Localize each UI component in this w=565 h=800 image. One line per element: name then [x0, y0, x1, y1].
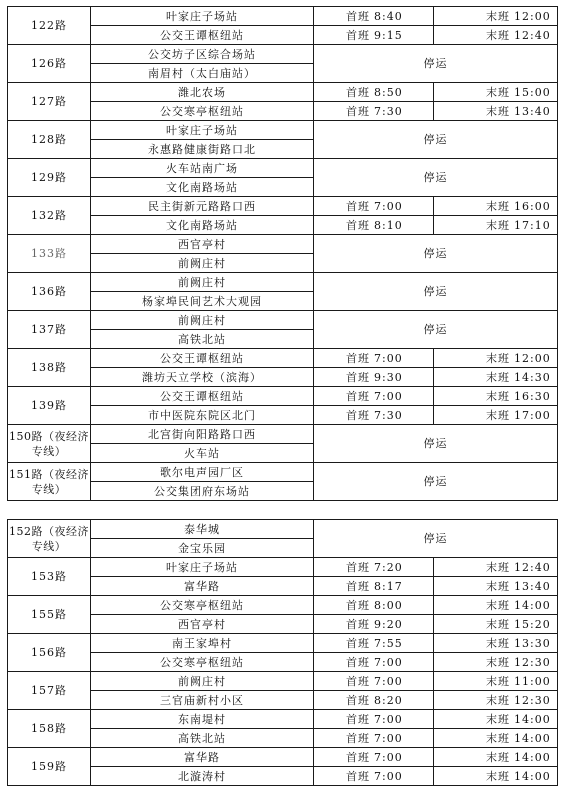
last-bus-value: 17:10	[514, 218, 551, 232]
table-row	[8, 463, 558, 482]
last-bus-time	[434, 197, 558, 216]
last-bus-time	[434, 672, 558, 691]
stop-name: 文化南路场站	[91, 178, 314, 197]
route-number: 133路	[8, 235, 91, 273]
last-bus-label: 末班	[486, 28, 510, 42]
table-row	[8, 634, 558, 653]
last-bus-label: 末班	[486, 370, 510, 384]
service-status: 停运	[314, 235, 558, 273]
table-row	[8, 710, 558, 729]
last-bus-label: 末班	[486, 750, 510, 764]
first-bus-label: 首班	[346, 199, 370, 213]
last-bus-label: 末班	[486, 598, 510, 612]
stop-name: 富华路	[91, 577, 314, 596]
first-bus-value: 8:50	[374, 85, 403, 99]
first-bus-value: 7:30	[374, 408, 403, 422]
first-bus-value: 7:00	[374, 750, 403, 764]
route-number: 159路	[8, 748, 91, 786]
table-row	[8, 159, 558, 178]
last-bus-time	[434, 767, 558, 786]
first-bus-label: 首班	[346, 28, 370, 42]
first-bus-value: 9:30	[374, 370, 403, 384]
last-bus-time	[434, 387, 558, 406]
stop-name: 叶家庄子场站	[91, 121, 314, 140]
stop-name: 文化南路场站	[91, 216, 314, 235]
stop-name: 公交集团府东场站	[91, 482, 314, 501]
stop-name: 三官庙新村小区	[91, 691, 314, 710]
stop-name: 北漩涛村	[91, 767, 314, 786]
table-row	[8, 83, 558, 102]
last-bus-value: 11:00	[514, 674, 551, 688]
first-bus-value: 8:10	[374, 218, 403, 232]
route-number: 127路	[8, 83, 91, 121]
last-bus-value: 15:00	[514, 85, 551, 99]
first-bus-value: 8:20	[374, 693, 403, 707]
stop-name: 潍北农场	[91, 83, 314, 102]
stop-name: 前阙庄村	[91, 273, 314, 292]
table-row	[8, 653, 558, 672]
stop-name: 公交王谭枢纽站	[91, 387, 314, 406]
first-bus-value: 8:00	[374, 598, 403, 612]
last-bus-value: 14:00	[514, 750, 551, 764]
first-bus-label: 首班	[346, 674, 370, 688]
table-row	[8, 748, 558, 767]
table-row	[8, 45, 558, 64]
last-bus-value: 12:00	[514, 351, 551, 365]
last-bus-time	[434, 748, 558, 767]
last-bus-time	[434, 729, 558, 748]
last-bus-value: 12:00	[514, 9, 551, 23]
last-bus-time	[434, 26, 558, 45]
first-bus-time	[314, 634, 434, 653]
table-row	[8, 216, 558, 235]
stop-name: 火车站	[91, 444, 314, 463]
route-number: 122路	[8, 7, 91, 45]
last-bus-label: 末班	[486, 218, 510, 232]
first-bus-time	[314, 748, 434, 767]
service-status: 停运	[314, 425, 558, 463]
stop-name: 西官亭村	[91, 235, 314, 254]
last-bus-time	[434, 83, 558, 102]
route-number: 132路	[8, 197, 91, 235]
first-bus-time	[314, 368, 434, 387]
last-bus-label: 末班	[486, 617, 510, 631]
table-row	[8, 121, 558, 140]
route-number: 155路	[8, 596, 91, 634]
last-bus-label: 末班	[486, 408, 510, 422]
last-bus-time	[434, 406, 558, 425]
first-bus-value: 7:30	[374, 104, 403, 118]
last-bus-time	[434, 349, 558, 368]
last-bus-value: 17:00	[514, 408, 551, 422]
last-bus-time	[434, 558, 558, 577]
table-row	[8, 7, 558, 26]
table-row	[8, 368, 558, 387]
stop-name: 北宫街向阳路路口西	[91, 425, 314, 444]
last-bus-value: 14:00	[514, 712, 551, 726]
last-bus-label: 末班	[486, 655, 510, 669]
last-bus-label: 末班	[486, 693, 510, 707]
bus-schedule-table-1	[7, 6, 558, 501]
last-bus-time	[434, 216, 558, 235]
first-bus-value: 7:00	[374, 351, 403, 365]
last-bus-label: 末班	[486, 9, 510, 23]
stop-name: 公交坊子区综合场站	[91, 45, 314, 64]
first-bus-value: 7:00	[374, 199, 403, 213]
table-row	[8, 425, 558, 444]
first-bus-label: 首班	[346, 579, 370, 593]
first-bus-time	[314, 672, 434, 691]
last-bus-label: 末班	[486, 560, 510, 574]
first-bus-label: 首班	[346, 617, 370, 631]
last-bus-label: 末班	[486, 579, 510, 593]
first-bus-time	[314, 406, 434, 425]
first-bus-label: 首班	[346, 731, 370, 745]
last-bus-label: 末班	[486, 351, 510, 365]
first-bus-time	[314, 83, 434, 102]
bus-schedule-table-2	[7, 519, 558, 786]
last-bus-value: 13:40	[514, 104, 551, 118]
stop-name: 东南堤村	[91, 710, 314, 729]
stop-name: 民主街新元路路口西	[91, 197, 314, 216]
first-bus-label: 首班	[346, 389, 370, 403]
first-bus-value: 7:20	[374, 560, 403, 574]
stop-name: 市中医院东院区北门	[91, 406, 314, 425]
table-row	[8, 273, 558, 292]
route-number: 156路	[8, 634, 91, 672]
stop-name: 南眉村（太白庙站）	[91, 64, 314, 83]
first-bus-time	[314, 577, 434, 596]
table-row	[8, 406, 558, 425]
stop-name: 叶家庄子场站	[91, 558, 314, 577]
first-bus-value: 8:40	[374, 9, 403, 23]
first-bus-value: 7:00	[374, 731, 403, 745]
table-row	[8, 691, 558, 710]
table-row	[8, 767, 558, 786]
stop-name: 永惠路健康街路口北	[91, 140, 314, 159]
stop-name: 南王家埠村	[91, 634, 314, 653]
route-number: 158路	[8, 710, 91, 748]
last-bus-value: 14:30	[514, 370, 551, 384]
last-bus-value: 12:30	[514, 655, 551, 669]
first-bus-value: 7:00	[374, 674, 403, 688]
stop-name: 杨家埠民间艺术大观园	[91, 292, 314, 311]
first-bus-time	[314, 216, 434, 235]
first-bus-value: 9:20	[374, 617, 403, 631]
table-row	[8, 596, 558, 615]
last-bus-time	[434, 653, 558, 672]
service-status: 停运	[314, 159, 558, 197]
stop-name: 泰华城	[91, 520, 314, 539]
first-bus-label: 首班	[346, 104, 370, 118]
table-row	[8, 311, 558, 330]
route-number: 157路	[8, 672, 91, 710]
first-bus-time	[314, 596, 434, 615]
last-bus-label: 末班	[486, 674, 510, 688]
first-bus-time	[314, 349, 434, 368]
last-bus-time	[434, 691, 558, 710]
first-bus-value: 8:17	[374, 579, 403, 593]
service-status: 停运	[314, 520, 558, 558]
stop-name: 公交寒亭枢纽站	[91, 596, 314, 615]
stop-name: 前阙庄村	[91, 672, 314, 691]
stop-name: 高铁北站	[91, 729, 314, 748]
last-bus-value: 14:00	[514, 769, 551, 783]
stop-name: 富华路	[91, 748, 314, 767]
last-bus-label: 末班	[486, 85, 510, 99]
last-bus-value: 15:20	[514, 617, 551, 631]
last-bus-time	[434, 7, 558, 26]
table-row	[8, 672, 558, 691]
last-bus-label: 末班	[486, 199, 510, 213]
last-bus-label: 末班	[486, 636, 510, 650]
first-bus-label: 首班	[346, 85, 370, 99]
stop-name: 西官亭村	[91, 615, 314, 634]
first-bus-time	[314, 7, 434, 26]
table-row	[8, 577, 558, 596]
stop-name: 前阙庄村	[91, 311, 314, 330]
last-bus-value: 14:00	[514, 598, 551, 612]
first-bus-value: 7:55	[374, 636, 403, 650]
stop-name: 叶家庄子场站	[91, 7, 314, 26]
last-bus-label: 末班	[486, 712, 510, 726]
table-row	[8, 102, 558, 121]
stop-name: 前阙庄村	[91, 254, 314, 273]
stop-name: 金宝乐园	[91, 539, 314, 558]
first-bus-label: 首班	[346, 351, 370, 365]
first-bus-label: 首班	[346, 750, 370, 764]
route-number: 150路（夜经济专线）	[8, 425, 91, 463]
last-bus-value: 16:30	[514, 389, 551, 403]
first-bus-label: 首班	[346, 560, 370, 574]
last-bus-time	[434, 577, 558, 596]
stop-name: 歌尔电声园厂区	[91, 463, 314, 482]
first-bus-label: 首班	[346, 408, 370, 422]
route-number: 128路	[8, 121, 91, 159]
last-bus-value: 13:30	[514, 636, 551, 650]
last-bus-label: 末班	[486, 104, 510, 118]
table-row	[8, 349, 558, 368]
table-row	[8, 387, 558, 406]
last-bus-time	[434, 596, 558, 615]
first-bus-time	[314, 767, 434, 786]
route-number: 153路	[8, 558, 91, 596]
last-bus-time	[434, 634, 558, 653]
stop-name: 公交寒亭枢纽站	[91, 102, 314, 121]
first-bus-time	[314, 197, 434, 216]
first-bus-label: 首班	[346, 712, 370, 726]
first-bus-value: 7:00	[374, 655, 403, 669]
stop-name: 火车站南广场	[91, 159, 314, 178]
first-bus-value: 7:00	[374, 769, 403, 783]
first-bus-time	[314, 102, 434, 121]
first-bus-label: 首班	[346, 218, 370, 232]
last-bus-value: 12:40	[514, 560, 551, 574]
stop-name: 高铁北站	[91, 330, 314, 349]
first-bus-label: 首班	[346, 655, 370, 669]
table-row	[8, 729, 558, 748]
last-bus-value: 16:00	[514, 199, 551, 213]
stop-name: 公交王谭枢纽站	[91, 26, 314, 45]
last-bus-time	[434, 368, 558, 387]
route-number: 137路	[8, 311, 91, 349]
stop-name: 潍坊天立学校（滨海）	[91, 368, 314, 387]
last-bus-label: 末班	[486, 731, 510, 745]
service-status: 停运	[314, 273, 558, 311]
last-bus-value: 14:00	[514, 731, 551, 745]
last-bus-value: 13:40	[514, 579, 551, 593]
table-row	[8, 26, 558, 45]
table-row	[8, 235, 558, 254]
first-bus-label: 首班	[346, 370, 370, 384]
first-bus-value: 7:00	[374, 712, 403, 726]
route-number: 139路	[8, 387, 91, 425]
table-row	[8, 197, 558, 216]
route-number: 151路（夜经济专线）	[8, 463, 91, 501]
stop-name: 公交寒亭枢纽站	[91, 653, 314, 672]
first-bus-label: 首班	[346, 636, 370, 650]
last-bus-label: 末班	[486, 769, 510, 783]
table-row	[8, 558, 558, 577]
route-number: 138路	[8, 349, 91, 387]
route-number: 152路（夜经济专线）	[8, 520, 91, 558]
last-bus-label: 末班	[486, 389, 510, 403]
first-bus-label: 首班	[346, 9, 370, 23]
route-number: 129路	[8, 159, 91, 197]
service-status: 停运	[314, 463, 558, 501]
last-bus-time	[434, 102, 558, 121]
first-bus-time	[314, 710, 434, 729]
last-bus-value: 12:40	[514, 28, 551, 42]
first-bus-label: 首班	[346, 598, 370, 612]
first-bus-time	[314, 691, 434, 710]
service-status: 停运	[314, 45, 558, 83]
stop-name: 公交王谭枢纽站	[91, 349, 314, 368]
first-bus-value: 7:00	[374, 389, 403, 403]
first-bus-time	[314, 615, 434, 634]
service-status: 停运	[314, 121, 558, 159]
route-number: 126路	[8, 45, 91, 83]
route-number: 136路	[8, 273, 91, 311]
first-bus-time	[314, 26, 434, 45]
first-bus-time	[314, 653, 434, 672]
first-bus-time	[314, 558, 434, 577]
last-bus-time	[434, 710, 558, 729]
first-bus-label: 首班	[346, 693, 370, 707]
first-bus-label: 首班	[346, 769, 370, 783]
last-bus-value: 12:30	[514, 693, 551, 707]
last-bus-time	[434, 615, 558, 634]
first-bus-time	[314, 729, 434, 748]
service-status: 停运	[314, 311, 558, 349]
first-bus-time	[314, 387, 434, 406]
table-row	[8, 520, 558, 539]
first-bus-value: 9:15	[374, 28, 403, 42]
table-row	[8, 615, 558, 634]
